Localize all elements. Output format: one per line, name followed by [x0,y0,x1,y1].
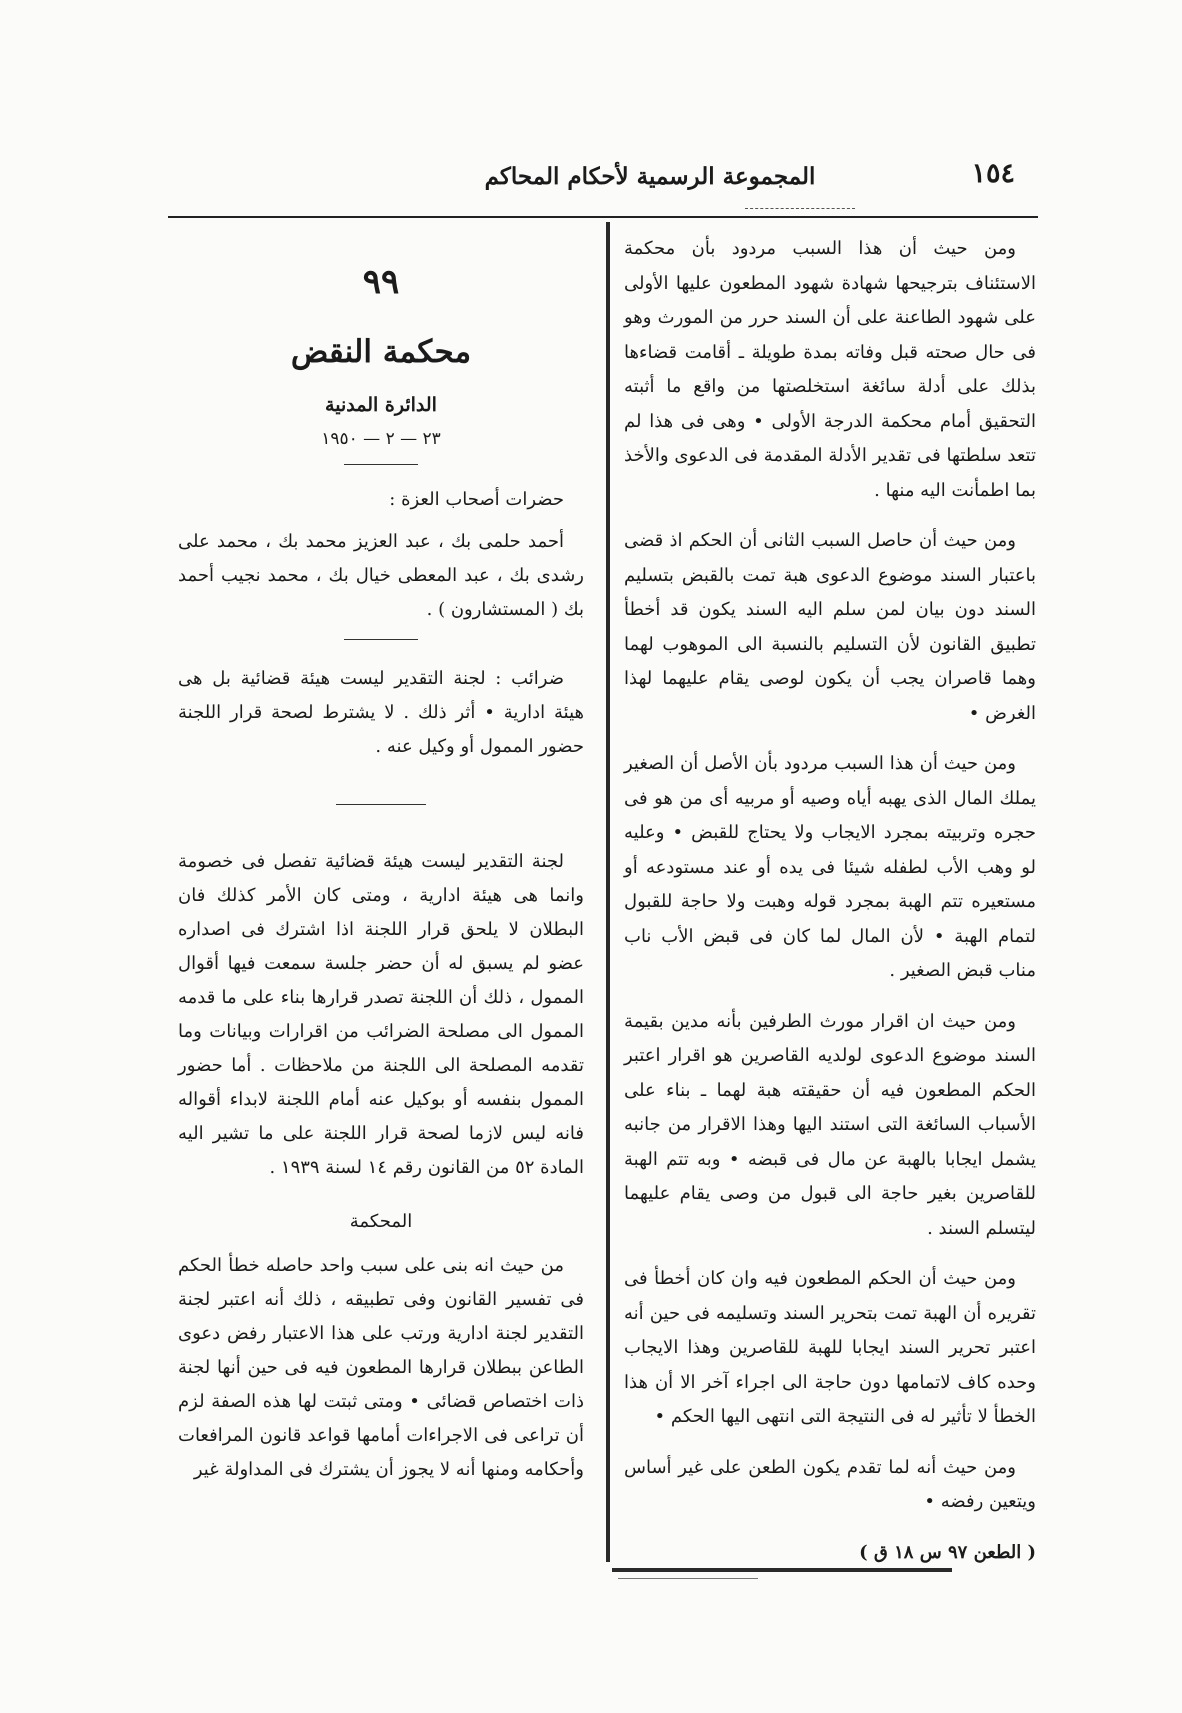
running-header-title: المجموعة الرسمية لأحكام المحاكم [484,163,816,190]
court-heading: المحكمة [349,1211,413,1232]
separator-rule [344,639,418,640]
attendance-heading: حضرات أصحاب العزة : [389,489,564,510]
column-divider [606,222,610,1562]
court-name: محكمة النقض [290,334,472,370]
legal-principle: لجنة التقدير ليست هيئة قضائية تفصل فى خصومة وانما هى هيئة ادارية ، ومتى كان الأمر كذلك فان البطلان لا يلحق قرار اللجنة اذا اشترك فى اصداره عضو لم يسبق له أن حضر جلسة سمعت فيها أقوال الممول ، ذلك أن اللجنة تصدر قرارها بناء على ما قدمه الممول الى مصلحة الضرائب من اقرارات وبيانات وما تقدمه المصلحة الى اللجنة من ملاحظات . أما حضور الممول بنفسه أو بوكيل عنه أمام اللجنة لابداء أقواله فانه ليس لازما لصحة قرار اللجنة على ما تشير اليه المادة ٥٢ من القانون رقم ١٤ لسنة ١٩٣٩ . [178,851,584,1178]
paragraph: ومن حيث أن الحكم المطعون فيه وان كان أخطأ فى تقريره أن الهبة تمت بتحرير السند وتسليمه فى حين أنه اعتبر تحرير السند ايجابا للهبة للقاصرين وهذا الايجاب وحده كاف لاتمامها دون حاجة الى اجراء آخر الا أن هذا الخطأ لا تأثير له فى النتيجة التى انتهى اليها الحكم • [624,1268,1036,1427]
paragraph: ومن حيث أنه لما تقدم يكون الطعن على غير أساس ويتعين رفضه • [624,1456,1036,1512]
appeal-citation: ( الطعن ٩٧ س ١٨ ق ) [859,1541,1036,1563]
circuit-name: الدائرة المدنية [325,394,437,416]
separator-rule [336,804,426,805]
header-dashed-rule [745,208,855,210]
left-column [178,262,584,1487]
case-number: ٩٩ [362,262,400,302]
judgment-date: ٢٣ — ٢ — ١٩٥٠ [321,429,441,449]
judges-list: أحمد حلمى بك ، عبد العزيز محمد بك ، محمد على رشدى بك ، عبد المعطى خيال بك ، محمد نجيب أحمد بك ( المستشارون ) . [178,531,584,620]
page-number: ١٥٤ [971,158,1015,189]
court-reasoning: من حيث انه بنى على سبب واحد حاصله خطأ الحكم فى تفسير القانون وفى تطبيقه ، ذلك أنه اعتبر لجنة التقدير لجنة ادارية ورتب على هذا الاعتبار رفض دعوى الطاعن ببطلان قرارها المطعون فيه فى حين أنها لجنة ذات اختصاص قضائى • ومتى ثبتت لها هذه الصفة لزم أن تراعى فى الاجراءات أمامها قواعد قانون المرافعات وأحكامه ومنها أنه لا يجوز أن يشترك فى المداولة غير [178,1255,584,1480]
header-rule [168,216,1038,218]
separator-rule [344,464,418,465]
paragraph: ومن حيث ان اقرار مورث الطرفين بأنه مدين بقيمة السند موضوع الدعوى لولديه القاصرين هو اقرار اعتبر الحكم المطعون فيه أن حقيقته هبة لهما ـ بناء على الأسباب السائغة التى استند اليها وهذا الاقرار من جانبه يشمل ايجابا بالهبة عن مال فى قبضه • وبه تتم الهبة للقاصرين بغير حاجة الى قبول من وصى يقام عليهما ليتسلم السند . [624,1010,1036,1239]
paragraph: ومن حيث أن حاصل السبب الثانى أن الحكم اذ قضى باعتبار السند موضوع الدعوى هبة تمت بالقبض بتسليم السند دون بيان لمن سلم اليه السند يكون قد أخطأ تطبيق القانون لأن التسليم بالنسبة الى الموهوب لهما وهما قاصران يجب أن يكون لوصى يقام عليهما لهذا الغرض • [624,530,1036,724]
case-summary: ضرائب : لجنة التقدير ليست هيئة قضائية بل هى هيئة ادارية • أثر ذلك . لا يشترط لصحة قرار اللجنة حضور الممول أو وكيل عنه . [178,668,584,757]
paragraph: ومن حيث أن هذا السبب مردود بأن محكمة الاستئناف بترجيحها شهادة شهود المطعون عليها الأولى على شهود الطاعنة على أن السند حرر من المورث وهو فى حال صحته قبل وفاته بمدة طويلة ـ أقامت قضاءها بذلك على أدلة سائغة استخلصتها من واقع ما أثبته التحقيق أمام محكمة الدرجة الأولى • وهى فى هذا لم تتعد سلطتها فى تقدير الأدلة المقدمة فى الدعوى والأخذ بما اطمأنت اليه منها . [624,238,1036,501]
right-column [624,232,1036,1586]
paragraph: ومن حيث أن هذا السبب مردود بأن الأصل أن الصغير يملك المال الذى يهبه أياه وصيه أو مربيه أى من هو فى حجره وتربيته بمجرد الايجاب ولا يحتاج للقبض • وعليه لو وهب الأب لطفله شيئا فى يده أو عند مستودعه أو مستعيره تتم الهبة بمجرد قوله وهبت ولا حاجة للقبول لتمام الهبة • لأن المال لما كان فى قبض الأب ناب مناب قبض الصغير . [624,753,1036,981]
